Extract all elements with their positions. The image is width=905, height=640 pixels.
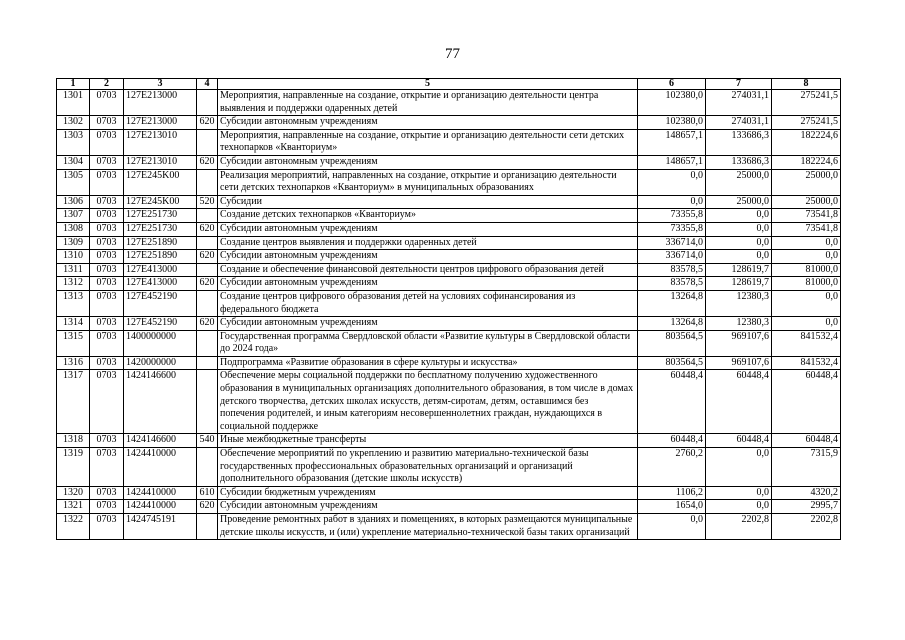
expense-type: 620 bbox=[197, 222, 218, 236]
amount-col-7: 2202,8 bbox=[706, 514, 772, 540]
header-col-8: 8 bbox=[772, 79, 841, 90]
description: Подпрограмма «Развитие образования в сфере культуры и искусства» bbox=[218, 356, 638, 370]
row-number: 1320 bbox=[57, 486, 90, 500]
amount-col-8: 275241,5 bbox=[772, 90, 841, 116]
amount-col-7: 0,0 bbox=[706, 250, 772, 264]
table-row bbox=[57, 263, 841, 277]
target-code: 127E452190 bbox=[124, 317, 197, 331]
target-code: 127E213000 bbox=[124, 116, 197, 130]
amount-col-8: 841532,4 bbox=[772, 356, 841, 370]
amount-col-8: 2995,7 bbox=[772, 500, 841, 514]
description: Субсидии автономным учреждениям bbox=[218, 317, 638, 331]
amount-col-6: 148657,1 bbox=[638, 129, 706, 155]
section-code: 0703 bbox=[90, 222, 124, 236]
target-code: 127E245K00 bbox=[124, 195, 197, 209]
expense-type: 610 bbox=[197, 486, 218, 500]
amount-col-8: 841532,4 bbox=[772, 330, 841, 356]
expense-type bbox=[197, 169, 218, 195]
description: Создание центров цифрового образования детей на условиях софинансирования из федерального бюджета bbox=[218, 290, 638, 316]
expense-type bbox=[197, 356, 218, 370]
amount-col-8: 0,0 bbox=[772, 290, 841, 316]
amount-col-6: 102380,0 bbox=[638, 90, 706, 116]
amount-col-7: 12380,3 bbox=[706, 317, 772, 331]
description: Субсидии bbox=[218, 195, 638, 209]
section-code: 0703 bbox=[90, 169, 124, 195]
target-code: 127E413000 bbox=[124, 277, 197, 291]
description: Создание детских технопарков «Кванториум» bbox=[218, 209, 638, 223]
target-code: 1424146600 bbox=[124, 434, 197, 448]
amount-col-7: 25000,0 bbox=[706, 195, 772, 209]
target-code: 1400000000 bbox=[124, 330, 197, 356]
section-code: 0703 bbox=[90, 514, 124, 540]
expense-type bbox=[197, 236, 218, 250]
section-code: 0703 bbox=[90, 129, 124, 155]
row-number: 1308 bbox=[57, 222, 90, 236]
row-number: 1307 bbox=[57, 209, 90, 223]
target-code: 127E245K00 bbox=[124, 169, 197, 195]
page-number: 77 bbox=[445, 46, 460, 62]
row-number: 1304 bbox=[57, 155, 90, 169]
amount-col-6: 803564,5 bbox=[638, 330, 706, 356]
amount-col-6: 13264,8 bbox=[638, 290, 706, 316]
description: Иные межбюджетные трансферты bbox=[218, 434, 638, 448]
table-row bbox=[57, 356, 841, 370]
expense-type: 620 bbox=[197, 250, 218, 264]
amount-col-7: 0,0 bbox=[706, 209, 772, 223]
amount-col-7: 969107,6 bbox=[706, 356, 772, 370]
description: Субсидии автономным учреждениям bbox=[218, 116, 638, 130]
description: Субсидии автономным учреждениям bbox=[218, 277, 638, 291]
section-code: 0703 bbox=[90, 195, 124, 209]
row-number: 1305 bbox=[57, 169, 90, 195]
table-row bbox=[57, 486, 841, 500]
amount-col-6: 336714,0 bbox=[638, 236, 706, 250]
header-col-5: 5 bbox=[218, 79, 638, 90]
amount-col-6: 83578,5 bbox=[638, 263, 706, 277]
target-code: 1424410000 bbox=[124, 500, 197, 514]
amount-col-8: 81000,0 bbox=[772, 263, 841, 277]
row-number: 1311 bbox=[57, 263, 90, 277]
description: Создание и обеспечение финансовой деятельности центров цифрового образования детей bbox=[218, 263, 638, 277]
table-row bbox=[57, 330, 841, 356]
table-row bbox=[57, 290, 841, 316]
row-number: 1301 bbox=[57, 90, 90, 116]
row-number: 1321 bbox=[57, 500, 90, 514]
target-code: 127E213010 bbox=[124, 129, 197, 155]
row-number: 1322 bbox=[57, 514, 90, 540]
amount-col-8: 275241,5 bbox=[772, 116, 841, 130]
table-row bbox=[57, 169, 841, 195]
table-row bbox=[57, 370, 841, 434]
row-number: 1309 bbox=[57, 236, 90, 250]
row-number: 1302 bbox=[57, 116, 90, 130]
section-code: 0703 bbox=[90, 116, 124, 130]
amount-col-8: 25000,0 bbox=[772, 195, 841, 209]
target-code: 127E251730 bbox=[124, 209, 197, 223]
amount-col-8: 81000,0 bbox=[772, 277, 841, 291]
expense-type: 620 bbox=[197, 277, 218, 291]
amount-col-7: 0,0 bbox=[706, 448, 772, 487]
target-code: 127E452190 bbox=[124, 290, 197, 316]
table-row bbox=[57, 500, 841, 514]
description: Государственная программа Свердловской области «Развитие культуры в Свердловской области до 2024 года» bbox=[218, 330, 638, 356]
row-number: 1310 bbox=[57, 250, 90, 264]
target-code: 127E251730 bbox=[124, 222, 197, 236]
amount-col-6: 73355,8 bbox=[638, 209, 706, 223]
description: Субсидии автономным учреждениям bbox=[218, 250, 638, 264]
header-col-4: 4 bbox=[197, 79, 218, 90]
expense-type: 540 bbox=[197, 434, 218, 448]
table-row bbox=[57, 277, 841, 291]
header-col-3: 3 bbox=[124, 79, 197, 90]
table-header-row bbox=[57, 79, 841, 90]
header-col-7: 7 bbox=[706, 79, 772, 90]
description: Реализация мероприятий, направленных на создание, открытие и организацию деятельности сети детских технопарков «Кванториум» в муниципальных образованиях bbox=[218, 169, 638, 195]
amount-col-7: 25000,0 bbox=[706, 169, 772, 195]
amount-col-6: 803564,5 bbox=[638, 356, 706, 370]
description: Субсидии автономным учреждениям bbox=[218, 222, 638, 236]
target-code: 1424745191 bbox=[124, 514, 197, 540]
table-row bbox=[57, 236, 841, 250]
table-row bbox=[57, 514, 841, 540]
expense-type bbox=[197, 209, 218, 223]
section-code: 0703 bbox=[90, 155, 124, 169]
amount-col-6: 0,0 bbox=[638, 169, 706, 195]
amount-col-8: 7315,9 bbox=[772, 448, 841, 487]
section-code: 0703 bbox=[90, 500, 124, 514]
amount-col-7: 0,0 bbox=[706, 236, 772, 250]
section-code: 0703 bbox=[90, 434, 124, 448]
row-number: 1317 bbox=[57, 370, 90, 434]
amount-col-8: 73541,8 bbox=[772, 222, 841, 236]
header-col-6: 6 bbox=[638, 79, 706, 90]
target-code: 1420000000 bbox=[124, 356, 197, 370]
amount-col-7: 274031,1 bbox=[706, 90, 772, 116]
amount-col-7: 12380,3 bbox=[706, 290, 772, 316]
expense-type: 620 bbox=[197, 500, 218, 514]
expense-type: 520 bbox=[197, 195, 218, 209]
table-row bbox=[57, 155, 841, 169]
section-code: 0703 bbox=[90, 236, 124, 250]
amount-col-8: 60448,4 bbox=[772, 370, 841, 434]
amount-col-6: 1106,2 bbox=[638, 486, 706, 500]
amount-col-7: 274031,1 bbox=[706, 116, 772, 130]
expense-type: 620 bbox=[197, 116, 218, 130]
expense-type bbox=[197, 263, 218, 277]
section-code: 0703 bbox=[90, 90, 124, 116]
table-row bbox=[57, 434, 841, 448]
row-number: 1306 bbox=[57, 195, 90, 209]
amount-col-7: 128619,7 bbox=[706, 263, 772, 277]
table-row bbox=[57, 116, 841, 130]
amount-col-7: 0,0 bbox=[706, 500, 772, 514]
expense-type bbox=[197, 90, 218, 116]
table-row bbox=[57, 317, 841, 331]
target-code: 127E413000 bbox=[124, 263, 197, 277]
header-col-2: 2 bbox=[90, 79, 124, 90]
target-code: 1424410000 bbox=[124, 448, 197, 487]
section-code: 0703 bbox=[90, 356, 124, 370]
amount-col-7: 128619,7 bbox=[706, 277, 772, 291]
target-code: 127E251890 bbox=[124, 236, 197, 250]
amount-col-6: 60448,4 bbox=[638, 434, 706, 448]
section-code: 0703 bbox=[90, 263, 124, 277]
section-code: 0703 bbox=[90, 250, 124, 264]
amount-col-8: 182224,6 bbox=[772, 129, 841, 155]
amount-col-8: 4320,2 bbox=[772, 486, 841, 500]
amount-col-6: 0,0 bbox=[638, 514, 706, 540]
row-number: 1312 bbox=[57, 277, 90, 291]
amount-col-7: 0,0 bbox=[706, 222, 772, 236]
amount-col-6: 13264,8 bbox=[638, 317, 706, 331]
table-row bbox=[57, 209, 841, 223]
header-col-1: 1 bbox=[57, 79, 90, 90]
description: Субсидии автономным учреждениям bbox=[218, 155, 638, 169]
expense-type bbox=[197, 129, 218, 155]
row-number: 1314 bbox=[57, 317, 90, 331]
expense-type bbox=[197, 448, 218, 487]
table-row bbox=[57, 90, 841, 116]
expense-type bbox=[197, 514, 218, 540]
amount-col-8: 25000,0 bbox=[772, 169, 841, 195]
row-number: 1316 bbox=[57, 356, 90, 370]
row-number: 1315 bbox=[57, 330, 90, 356]
amount-col-6: 102380,0 bbox=[638, 116, 706, 130]
section-code: 0703 bbox=[90, 290, 124, 316]
row-number: 1303 bbox=[57, 129, 90, 155]
section-code: 0703 bbox=[90, 277, 124, 291]
section-code: 0703 bbox=[90, 330, 124, 356]
description: Мероприятия, направленные на создание, открытие и организацию деятельности центра выявления и поддержки одаренных детей bbox=[218, 90, 638, 116]
description: Обеспечение меры социальной поддержки по бесплатному получению художественного образования в муниципальных организациях дополнительного образования, в том числе в домах детского творчества, детских школах искусств, детям-сиротам, детям, оставшимся без попечения родителей, и иным категориям несовершеннолетних граждан, нуждающихся в социальной поддержке bbox=[218, 370, 638, 434]
description: Создание центров выявления и поддержки одаренных детей bbox=[218, 236, 638, 250]
expense-type: 620 bbox=[197, 317, 218, 331]
amount-col-6: 83578,5 bbox=[638, 277, 706, 291]
target-code: 127E213010 bbox=[124, 155, 197, 169]
description: Субсидии бюджетным учреждениям bbox=[218, 486, 638, 500]
amount-col-8: 2202,8 bbox=[772, 514, 841, 540]
section-code: 0703 bbox=[90, 317, 124, 331]
row-number: 1318 bbox=[57, 434, 90, 448]
section-code: 0703 bbox=[90, 370, 124, 434]
description: Обеспечение мероприятий по укреплению и развитию материально-технической базы государственных профессиональных образовательных организаций и организаций дополнительного образования (детские школы искусств) bbox=[218, 448, 638, 487]
amount-col-7: 133686,3 bbox=[706, 129, 772, 155]
table-row bbox=[57, 250, 841, 264]
amount-col-6: 73355,8 bbox=[638, 222, 706, 236]
table-row bbox=[57, 222, 841, 236]
expense-type bbox=[197, 370, 218, 434]
amount-col-7: 133686,3 bbox=[706, 155, 772, 169]
amount-col-6: 1654,0 bbox=[638, 500, 706, 514]
amount-col-8: 182224,6 bbox=[772, 155, 841, 169]
section-code: 0703 bbox=[90, 486, 124, 500]
row-number: 1319 bbox=[57, 448, 90, 487]
amount-col-8: 0,0 bbox=[772, 317, 841, 331]
section-code: 0703 bbox=[90, 209, 124, 223]
expense-type: 620 bbox=[197, 155, 218, 169]
amount-col-8: 0,0 bbox=[772, 250, 841, 264]
amount-col-7: 60448,4 bbox=[706, 370, 772, 434]
budget-table bbox=[56, 78, 841, 540]
amount-col-6: 336714,0 bbox=[638, 250, 706, 264]
amount-col-6: 60448,4 bbox=[638, 370, 706, 434]
expense-type bbox=[197, 290, 218, 316]
amount-col-7: 969107,6 bbox=[706, 330, 772, 356]
amount-col-6: 148657,1 bbox=[638, 155, 706, 169]
amount-col-8: 0,0 bbox=[772, 236, 841, 250]
table-row bbox=[57, 129, 841, 155]
expense-type bbox=[197, 330, 218, 356]
target-code: 1424146600 bbox=[124, 370, 197, 434]
description: Проведение ремонтных работ в зданиях и помещениях, в которых размещаются муниципальные детские школы искусств, и (или) укрепление материально-технической базы таких организаций bbox=[218, 514, 638, 540]
description: Мероприятия, направленные на создание, открытие и организацию деятельности сети детских технопарков «Кванториум» bbox=[218, 129, 638, 155]
row-number: 1313 bbox=[57, 290, 90, 316]
target-code: 127E213000 bbox=[124, 90, 197, 116]
amount-col-8: 60448,4 bbox=[772, 434, 841, 448]
amount-col-7: 0,0 bbox=[706, 486, 772, 500]
section-code: 0703 bbox=[90, 448, 124, 487]
amount-col-8: 73541,8 bbox=[772, 209, 841, 223]
amount-col-6: 2760,2 bbox=[638, 448, 706, 487]
table-row bbox=[57, 448, 841, 487]
description: Субсидии автономным учреждениям bbox=[218, 500, 638, 514]
target-code: 127E251890 bbox=[124, 250, 197, 264]
amount-col-7: 60448,4 bbox=[706, 434, 772, 448]
amount-col-6: 0,0 bbox=[638, 195, 706, 209]
table-body bbox=[57, 90, 841, 540]
table-row bbox=[57, 195, 841, 209]
target-code: 1424410000 bbox=[124, 486, 197, 500]
